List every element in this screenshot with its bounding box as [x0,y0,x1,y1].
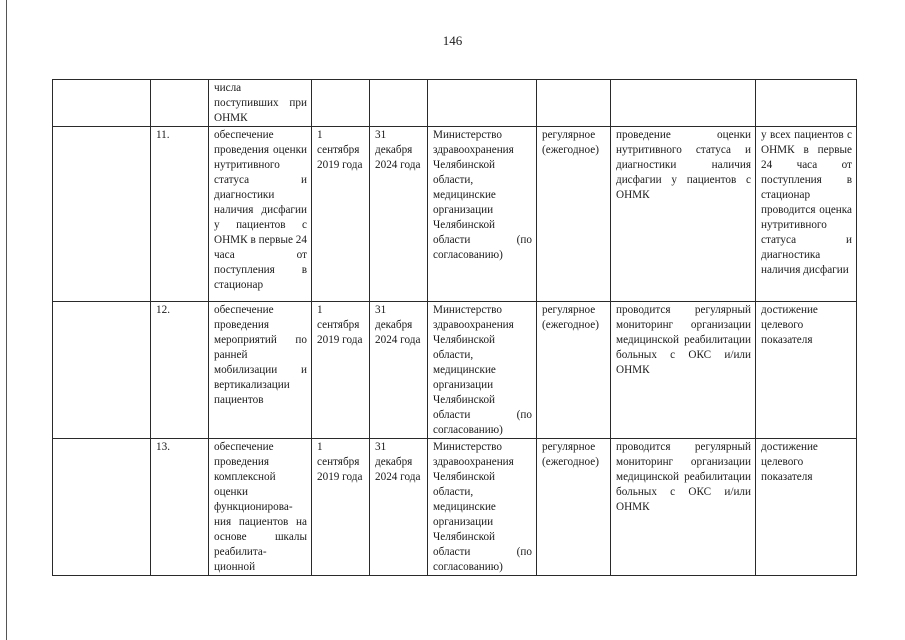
table-row [53,302,857,439]
cell-start: 1 сентября 2019 года [312,302,370,439]
cell-num: 11. [151,127,209,302]
cell-result: проводится регулярный мониторинг организации медицинской реабилитации больных с ОКС и/или ОНМК [611,302,756,439]
cell-blank [53,302,151,439]
cell-start: 1 сентября 2019 года [312,127,370,302]
cell-frequency: регулярное (ежегодное) [537,439,611,576]
cell-num [151,80,209,127]
cell-result [611,80,756,127]
table-row [53,439,857,576]
cell-num: 12. [151,302,209,439]
cell-indicator: у всех пациентов с ОНМК в первые 24 часа от поступления в стационар проводится оценка нутритивного статуса и диагностика наличия дисфагии [756,127,857,302]
cell-result: проводится регулярный мониторинг организации медицинской реабилитации больных с ОКС и/или ОНМК [611,439,756,576]
cell-event: числа поступивших при ОНМК [209,80,312,127]
page-number: 146 [442,33,463,48]
cell-indicator: достижение целевого показателя [756,439,857,576]
cell-responsible [428,80,537,127]
cell-event: обеспечение проведения оценки нутритивного статуса и диагностики наличия дисфагии у пациентов с ОНМК в первые 24 часа от поступления в стационар [209,127,312,302]
cell-blank [53,127,151,302]
cell-end [370,80,428,127]
cell-result: проведение оценки нутритивного статуса и диагностики наличия дисфагии у пациентов с ОНМК [611,127,756,302]
cell-start [312,80,370,127]
table-row [53,127,857,302]
cell-frequency: регулярное (ежегодное) [537,302,611,439]
cell-start: 1 сентября 2019 года [312,439,370,576]
cell-indicator [756,80,857,127]
cell-end: 31 декабря 2024 года [370,127,428,302]
cell-num: 13. [151,439,209,576]
cell-end: 31 декабря 2024 года [370,302,428,439]
cell-blank [53,80,151,127]
cell-indicator: достижение целевого показателя [756,302,857,439]
cell-responsible: Министерство здравоохранения Челябинской области, медицинские организации Челябинской области (по согласованию) [428,127,537,302]
cell-responsible: Министерство здравоохранения Челябинской области, медицинские организации Челябинской области (по согласованию) [428,439,537,576]
cell-end: 31 декабря 2024 года [370,439,428,576]
cell-responsible: Министерство здравоохранения Челябинской области, медицинские организации Челябинской области (по согласованию) [428,302,537,439]
measures-table [52,79,857,576]
cell-event: обеспечение проведения мероприятий по ранней мобилизации и вертикализации пациентов [209,302,312,439]
cell-frequency: регулярное (ежегодное) [537,127,611,302]
cell-event: обеспечение проведения комплексной оценки функционирова-ния пациентов на основе шкалы реабилита-ционной [209,439,312,576]
cell-blank [53,439,151,576]
cell-frequency [537,80,611,127]
scan-left-edge [6,0,7,640]
table-row-continuation [53,80,857,127]
